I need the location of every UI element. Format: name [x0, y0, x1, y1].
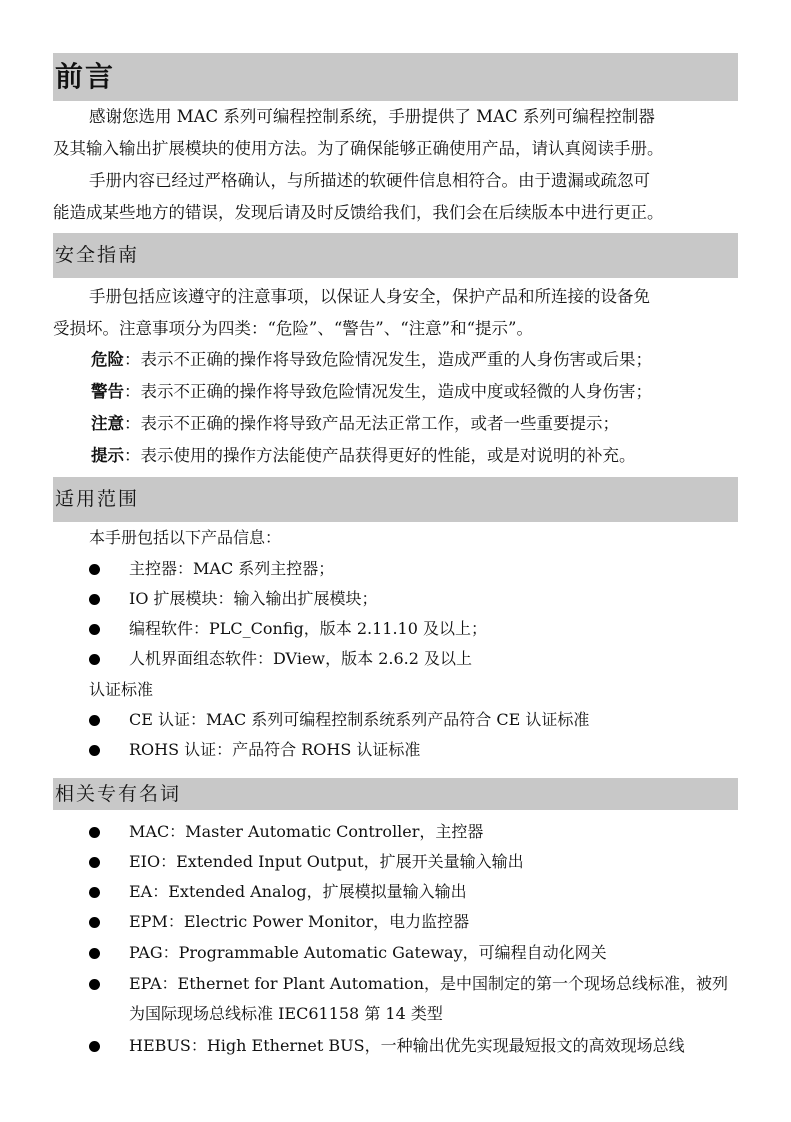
safety-intro-line1: 手册包括应该遵守的注意事项，以保证人身安全，保护产品和所连接的设备免 [89, 287, 650, 306]
preface-p2-line1: 手册内容已经过严格确认，与所描述的软硬件信息相符合。由于遗漏或疏忽可 [89, 171, 650, 190]
bullet-icon [89, 715, 100, 726]
note-tip [91, 441, 636, 471]
note-danger-label: 危险 [91, 350, 124, 369]
bullet-icon [89, 654, 100, 665]
bullet-icon [89, 857, 100, 868]
preface-paragraph-1 [53, 101, 739, 165]
bullet-icon [89, 624, 100, 635]
note-warning [91, 377, 652, 407]
bullet-icon [89, 827, 100, 838]
bullet-icon [89, 564, 100, 575]
note-warning-text: ：表示不正确的操作将导致危险情况发生，造成中度或轻微的人身伤害； [124, 382, 652, 401]
list-item: EPA：Ethernet for Plant Automation，是中国制定的第一个现场总线标准，被列 为国际现场总线标准 IEC61158 第 14 类型 [89, 969, 739, 1029]
bullet-icon [89, 745, 100, 756]
bullet-icon [89, 948, 100, 959]
note-caution-label: 注意 [91, 414, 124, 433]
note-caution-text: ：表示不正确的操作将导致产品无法正常工作，或者一些重要提示； [124, 414, 619, 433]
bullet-icon [89, 887, 100, 898]
safety-intro-line2: 受损坏。注意事项分为四类：“危险”、“警告”、“注意”和“提示”。 [53, 319, 533, 338]
note-tip-label: 提示 [91, 446, 124, 465]
preface-p1-line2: 及其输入输出扩展模块的使用方法。为了确保能够正确使用产品，请认真阅读手册。 [53, 139, 664, 158]
note-danger-text: ：表示不正确的操作将导致危险情况发生，造成严重的人身伤害或后果； [124, 350, 652, 369]
preface-paragraph-2 [53, 165, 739, 229]
preface-heading: 前言 [53, 53, 738, 101]
note-caution [91, 409, 619, 439]
scope-intro: 本手册包括以下产品信息： [89, 528, 282, 547]
document-page: 前言 感谢您选用 MAC 系列可编程控制系统，手册提供了 MAC 系列可编程控制器 及其输入输出扩展模块的使用方法。为了确保能够正确使用产品，请认真阅读手册。 手册内容已经过严格确认，与所描述的软硬件信息相符合。由于遗漏或疏忽可 能造成某些地方的错误，发现后请及时反馈给我们，我们会在后续版本中进行更正。 安全指南 手册包括应该遵守的注意事项，以保证人身安全，保护产品和所连接的设备免 受损坏。注意事项分为四类：“危险”、“警告”、“注意”和“提示”。 危险：表示不正确的操作将导致危险情况发生，造成严重的人身伤害或后果； 警告：表示不正确的操作将导致危险情况发生，造成中度或轻微的人身伤害； 注意：表示不正确的操作将导致产品无法正常工作，或者一些重要提示； 提示：表示使用的操作方法能使产品获得更好的性能，或是对说明的补充。 适用范围 本手册包括以下产品信息： 主控器：MAC 系列主控器； IO 扩展模块：输入输出扩展模块； 编程软件：PLC_Config，版本 2.11.10 及以上； 人机界面组态软件：DView，版本 2.6.2 及以上 认证标准 CE 认证：MAC 系列可编程控制系统系列产品符合 CE 认证标准 ROHS 认证：产品符合 ROHS 认证标准 相关专有名词 MAC：Master Automatic Controller，主控器 EIO：Extended Input Output，扩展开关量输入输出 EA：Extended Analog，扩展模拟量输入输出 EPM：Electric Power Monitor，电力监控器 PAG：Programmable Automatic Gateway，可编程自动化网关 EPA：Ethernet for Plant Automation，是中国制定的第一个现场总线标准，被列 为国际现场总线标准 IEC61158 第 14 类型 HEBUS：High Ethernet BUS，一种输出优先实现最短报文的高效现场总线 [0, 0, 791, 1122]
bullet-icon [89, 917, 100, 928]
safety-heading: 安全指南 [53, 233, 738, 278]
bullet-icon [89, 594, 100, 605]
preface-p2-line2: 能造成某些地方的错误，发现后请及时反馈给我们，我们会在后续版本中进行更正。 [53, 203, 664, 222]
preface-p1-line1: 感谢您选用 MAC 系列可编程控制系统，手册提供了 MAC 系列可编程控制器 [89, 107, 655, 126]
bullet-icon [89, 1041, 100, 1052]
safety-intro [53, 281, 739, 345]
note-tip-text: ：表示使用的操作方法能使产品获得更好的性能，或是对说明的补充。 [124, 446, 636, 465]
bullet-icon [89, 979, 100, 990]
scope-heading: 适用范围 [53, 477, 738, 522]
note-danger [91, 345, 652, 375]
cert-title: 认证标准 [89, 680, 154, 699]
terms-heading: 相关专有名词 [53, 778, 738, 810]
note-warning-label: 警告 [91, 382, 124, 401]
